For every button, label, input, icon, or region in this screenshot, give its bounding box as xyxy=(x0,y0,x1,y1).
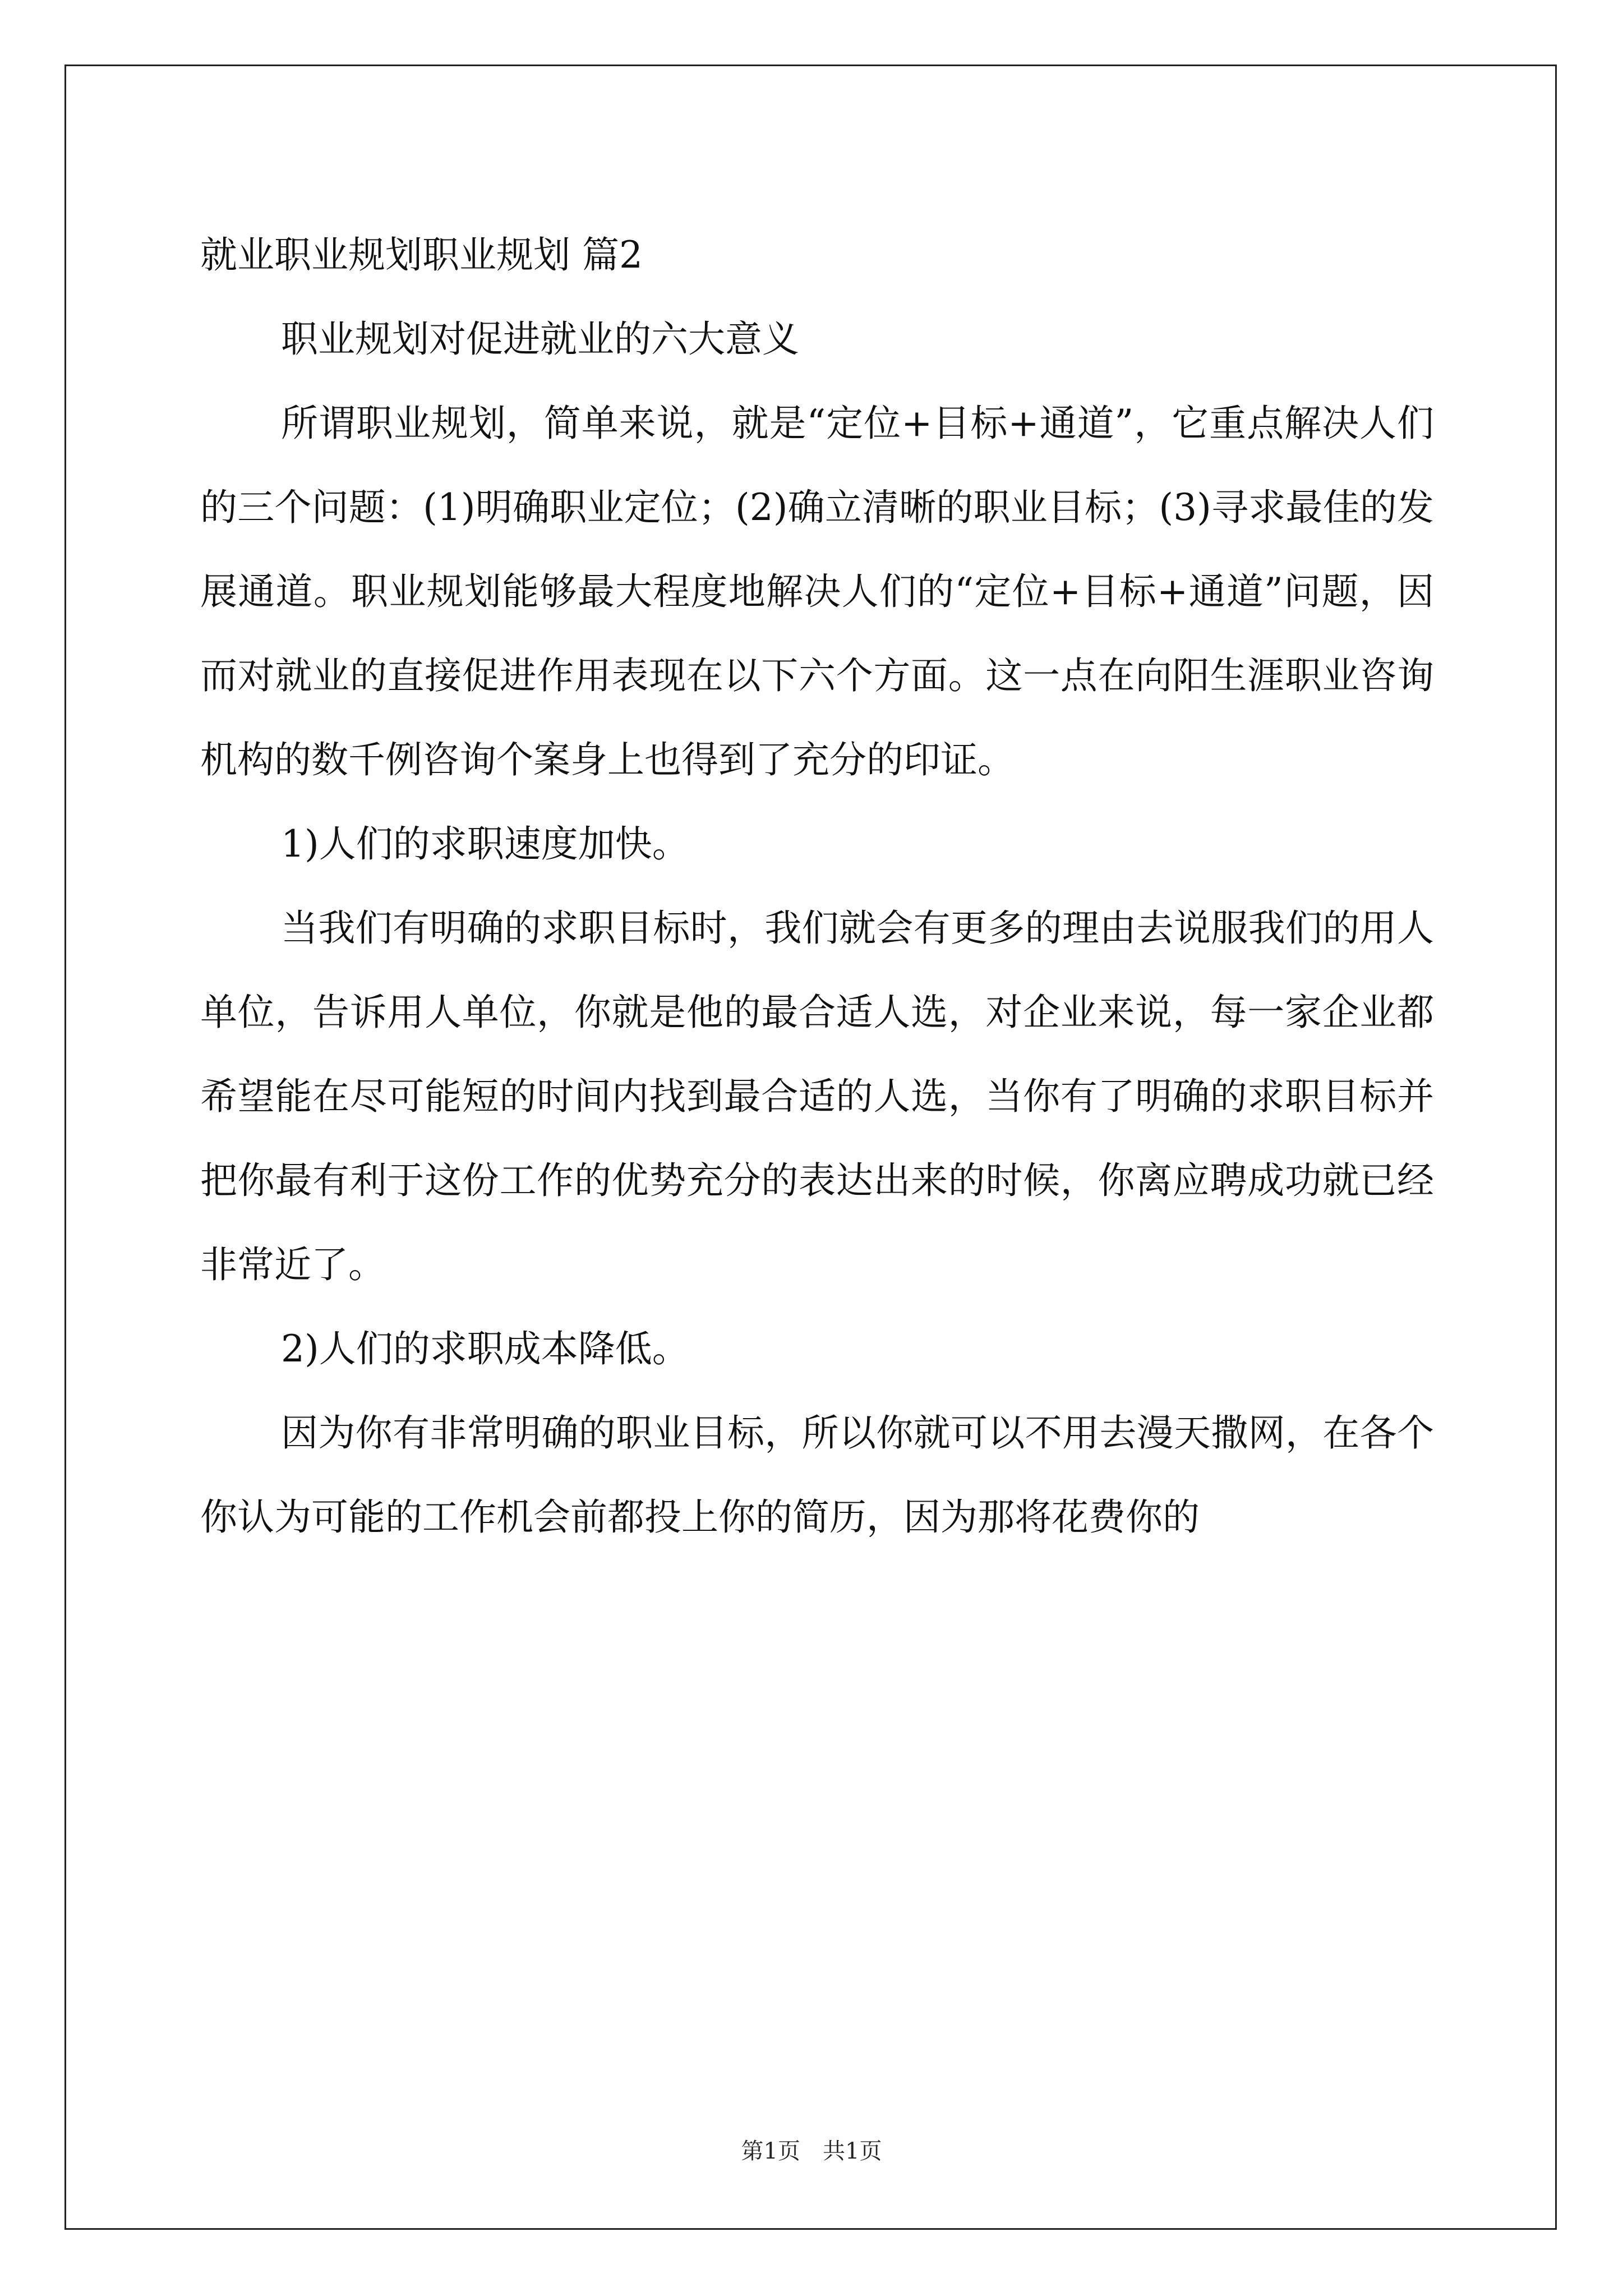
paragraph-point-2-body: 因为你有非常明确的职业目标，所以你就可以不用去漫天撒网，在各个你认为可能的工作机会前都投上你的简历，因为那将花费你的 xyxy=(200,1411,1434,1539)
paragraph-point-2-heading: 2)人们的求职成本降低。 xyxy=(281,1327,689,1370)
document-title: 就业职业规划职业规划 篇2 xyxy=(200,233,643,277)
page-footer xyxy=(0,2134,1623,2168)
paragraph-point-1-heading: 1)人们的求职速度加快。 xyxy=(281,822,689,866)
paragraph-point-1-body: 当我们有明确的求职目标时，我们就会有更多的理由去说服我们的用人单位，告诉用人单位，你就是他的最合适人选，对企业来说，每一家企业都希望能在尽可能短的时间内找到最合适的人选，当你有了明确的求职目标并把你最有利于这份工作的优势充分的表达出来的时候，你离应聘成功就已经非常近了。 xyxy=(200,907,1434,1286)
page-total: 共1页 xyxy=(823,2138,882,2164)
paragraph-intro: 所谓职业规划，简单来说，就是“定位+目标+通道”，它重点解决人们的三个问题：(1)明确职业定位；(2)确立清晰的职业目标；(3)寻求最佳的发展通道。职业规划能够最大程度地解决人们的“定位+目标+通道”问题，因而对就业的直接促进作用表现在以下六个方面。这一点在向阳生涯职业咨询机构的数千例咨询个案身上也得到了充分的印证。 xyxy=(200,402,1434,781)
paragraph-subtitle: 职业规划对促进就业的六大意义 xyxy=(281,318,799,361)
document-body xyxy=(200,213,1434,1559)
page-number: 第1页 xyxy=(741,2138,800,2164)
